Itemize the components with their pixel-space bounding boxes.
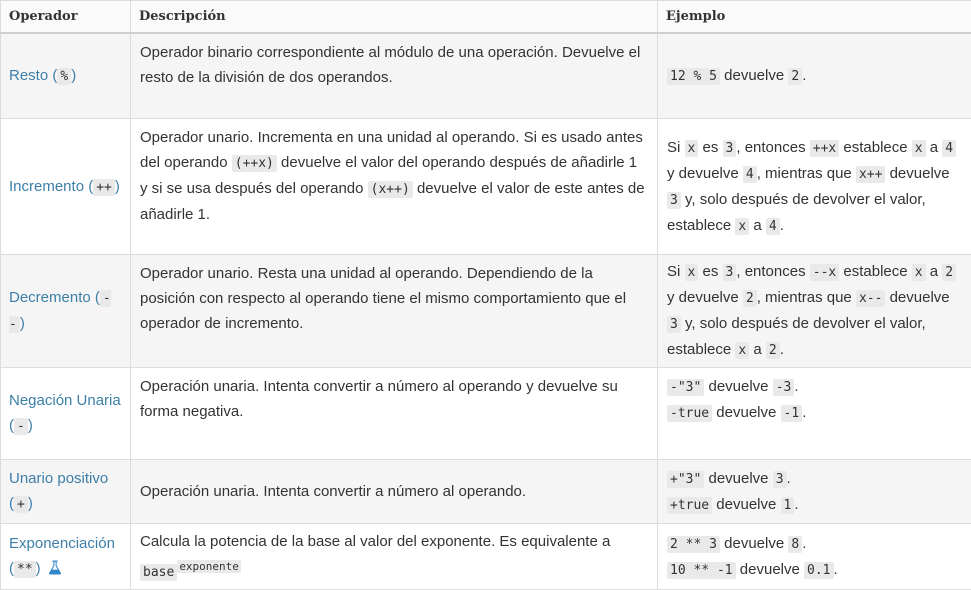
operator-cell-exponenciacion: [1, 524, 131, 590]
operator-link-negacion[interactable]: Negación Unaria ( - ): [9, 392, 121, 434]
description-cell: Operador unario. Resta una unidad al operando. Dependiendo de la posición con respecto al operando tiene el mismo comportamiento que el operador de incremento.: [131, 255, 658, 368]
example-cell: Si x es 3 , entonces --x establece x a 2 y devuelve 2 , mientras que x-- devuelve 3 y, solo después de devolver el valor, establece x a 2 .: [658, 255, 971, 368]
description-cell: Operación unaria. Intenta convertir a número al operando y devuelve su forma negativa.: [131, 368, 658, 460]
operator-cell-resto: [1, 33, 131, 119]
flask-icon: [47, 559, 63, 575]
header-operator: Operador: [1, 1, 131, 33]
description-cell: Calcula la potencia de la base al valor del exponente. Es equivalente a base $^{exponente}$: [131, 524, 658, 590]
operator-link-decremento[interactable]: Decremento ( -- ): [9, 289, 111, 332]
description-cell: Operación unaria. Intenta convertir a número al operando.: [131, 460, 658, 524]
description-cell: Operador unario. Incrementa en una unidad al operando. Si es usado antes del operando (++x) devuelve el valor del operando después de añadirle 1 y si se usa después del operando (x++) devuelve el valor de este antes de añadirle 1.: [131, 119, 658, 255]
header-row: [1, 1, 971, 33]
example-line: 10 ** -1 devuelve 0.1 .: [667, 557, 962, 583]
table-row: [1, 33, 971, 119]
example-line: -"3" devuelve -3 .: [667, 374, 962, 400]
table-row: [1, 119, 971, 255]
operator-link-resto[interactable]: Resto ( % ): [9, 67, 76, 84]
example-cell: [658, 524, 971, 590]
header-description: Descripción: [131, 1, 658, 33]
operator-cell-negacion: [1, 368, 131, 460]
operator-cell-unario-positivo: [1, 460, 131, 524]
example-line: 2 ** 3 devuelve 8 .: [667, 531, 962, 557]
example-cell: 12 % 5 devuelve 2 .: [658, 33, 971, 119]
operator-cell-incremento: [1, 119, 131, 255]
operator-link-unario-positivo[interactable]: Unario positivo ( + ): [9, 470, 108, 512]
operator-cell-decremento: [1, 255, 131, 368]
description-cell: Operador binario correspondiente al módulo de una operación. Devuelve el resto de la división de dos operandos.: [131, 33, 658, 119]
example-cell: [658, 460, 971, 524]
example-line: -true devuelve -1 .: [667, 400, 962, 426]
example-line: +true devuelve 1 .: [667, 492, 962, 518]
operator-link-incremento[interactable]: Incremento ( ++ ): [9, 178, 120, 195]
example-line: +"3" devuelve 3 .: [667, 466, 962, 492]
table-row: [1, 524, 971, 590]
operator-link-exponenciacion[interactable]: Exponenciación ( ** ): [9, 535, 115, 577]
table-row: [1, 460, 971, 524]
example-cell: Si x es 3 , entonces ++x establece x a 4 y devuelve 4 , mientras que x++ devuelve 3 y, solo después de devolver el valor, establece x a 4 .: [658, 119, 971, 255]
table-row: [1, 255, 971, 368]
example-cell: [658, 368, 971, 460]
header-example: Ejemplo: [658, 1, 971, 33]
table-row: [1, 368, 971, 460]
